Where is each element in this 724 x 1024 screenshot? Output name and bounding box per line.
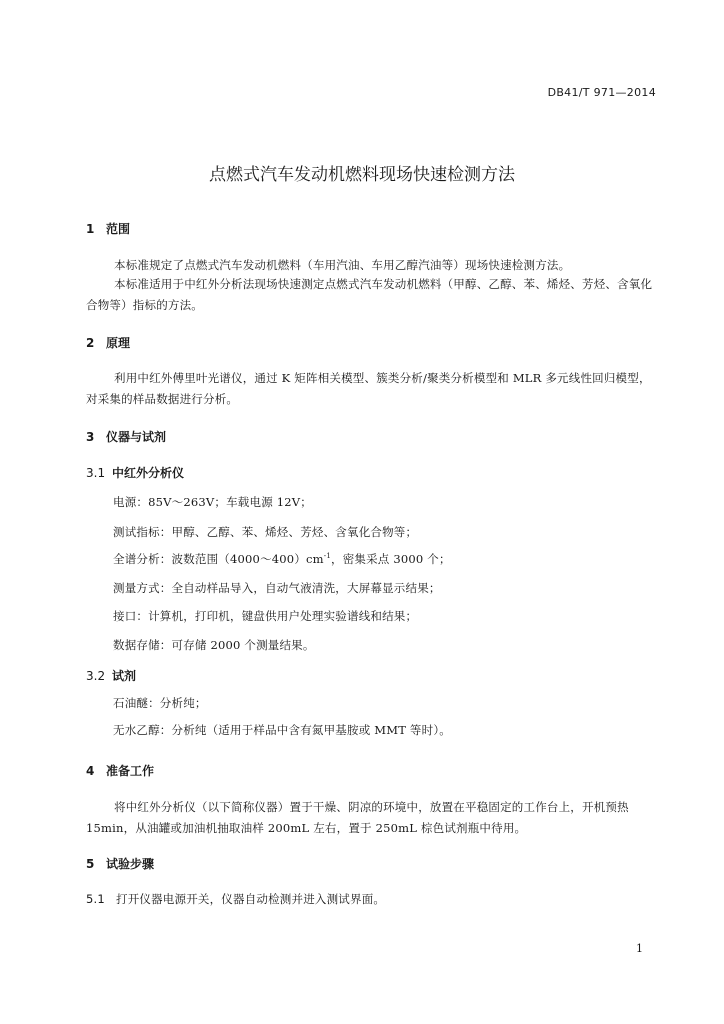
step-number: 5.1	[86, 892, 105, 906]
list-item: 数据存储：可存储 2000 个测量结果。	[113, 638, 315, 652]
principle-paragraph: 利用中红外傅里叶光谱仪，通过 K 矩阵相关模型、簇类分析/聚类分析模型和 MLR 多元线性回归模型，对采集的样品数据进行分析。	[86, 371, 651, 406]
section-1-heading	[86, 220, 130, 237]
sampling-points-text: ，密集采点 3000 个；	[331, 552, 451, 566]
list-item	[113, 551, 451, 567]
section-title: 原理	[106, 336, 131, 350]
list-item: 石油醚：分析纯；	[113, 696, 207, 710]
list-item: 电源：85V～263V；车载电源 12V；	[113, 495, 312, 509]
step-5-1	[86, 891, 385, 907]
subsection-number: 3.1	[86, 466, 106, 480]
list-item: 测试指标：甲醇、乙醇、苯、烯烃、芳烃、含氧化合物等；	[113, 525, 418, 539]
page-number: 1	[636, 942, 643, 955]
section-2-heading	[86, 334, 130, 351]
standard-code: DB41/T 971—2014	[547, 86, 656, 99]
scope-paragraph-1: 本标准规定了点燃式汽车发动机燃料（车用汽油、车用乙醇汽油等）现场快速检测方法。	[114, 258, 571, 272]
section-5-heading	[86, 855, 154, 872]
section-title: 试验步骤	[106, 857, 155, 871]
section-title: 范围	[106, 222, 131, 236]
section-number: 5	[86, 857, 95, 871]
section-number: 2	[86, 336, 95, 350]
subsection-title: 试剂	[112, 669, 137, 683]
spectrum-range-text: 全谱分析：波数范围（4000～400）cm	[113, 552, 324, 566]
step-text: 打开仪器电源开关，仪器自动检测并进入测试界面。	[116, 892, 386, 906]
section-number: 3	[86, 430, 95, 444]
list-item: 无水乙醇：分析纯（适用于样品中含有氮甲基胺或 MMT 等时）。	[113, 723, 451, 737]
subsection-title: 中红外分析仪	[112, 466, 185, 480]
section-title: 仪器与试剂	[106, 430, 167, 444]
section-number: 4	[86, 764, 95, 778]
subsection-3-2-heading	[86, 667, 136, 684]
scope-paragraph-2: 本标准适用于中红外分析法现场快速测定点燃式汽车发动机燃料（甲醇、乙醇、苯、烯烃、芳烃、含氧化合物等）指标的方法。	[86, 277, 653, 312]
list-item: 测量方式：全自动样品导入，自动气液清洗，大屏幕显示结果；	[113, 581, 441, 595]
preparation-paragraph: 将中红外分析仪（以下简称仪器）置于干燥、阴凉的环境中，放置在平稳固定的工作台上，开机预热 15min，从油罐或加油机抽取油样 200mL 左右，置于 250mL 棕色试剂瓶中待用。	[86, 800, 629, 835]
section-3-heading	[86, 428, 166, 445]
section-4-heading	[86, 762, 154, 779]
subsection-number: 3.2	[86, 669, 106, 683]
subsection-3-1-heading	[86, 464, 184, 481]
unit-superscript: -1	[323, 552, 331, 561]
document-title: 点燃式汽车发动机燃料现场快速检测方法	[209, 165, 515, 185]
section-number: 1	[86, 222, 95, 236]
list-item: 接口：计算机，打印机，键盘供用户处理实验谱线和结果；	[113, 609, 418, 623]
section-title: 准备工作	[106, 764, 155, 778]
